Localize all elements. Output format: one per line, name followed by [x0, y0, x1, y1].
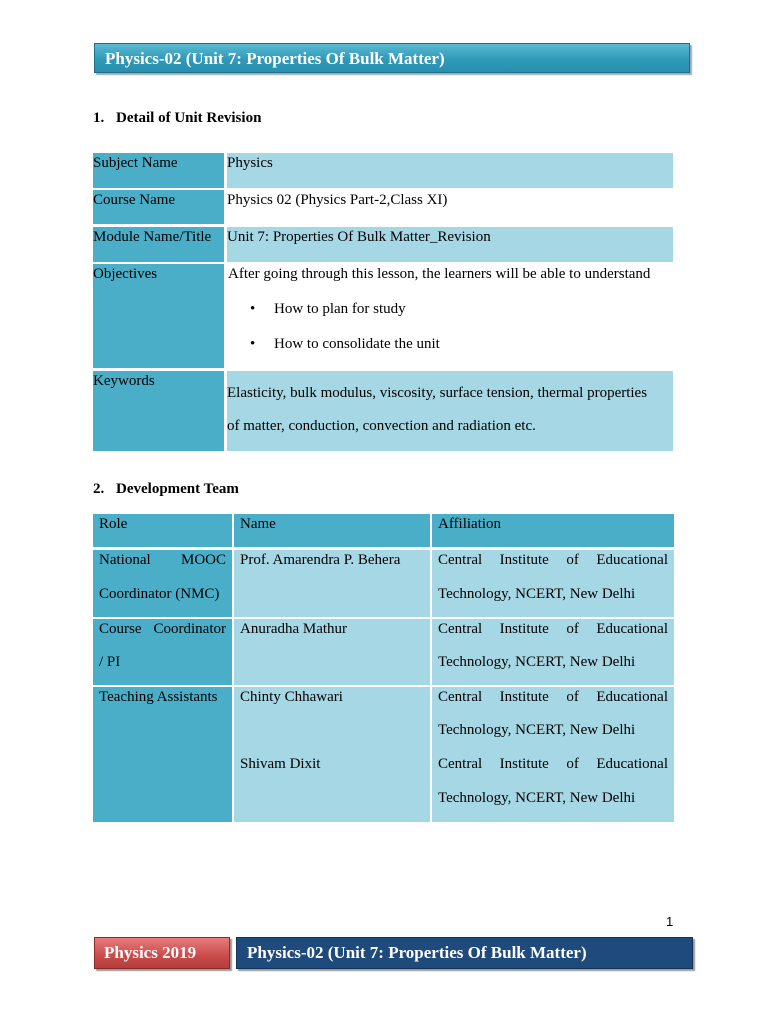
- role-line: Teaching Assistants: [99, 689, 218, 705]
- affiliation-cell: [432, 687, 674, 822]
- footer-title: Physics-02 (Unit 7: Properties Of Bulk Matter): [247, 943, 587, 962]
- affiliation-line: Technology, NCERT, New Delhi: [438, 654, 636, 670]
- footer-title-bar: [236, 937, 693, 969]
- objectives-value: [227, 264, 673, 368]
- subject-name-label: Subject Name: [93, 153, 224, 188]
- role-cell: [93, 619, 232, 685]
- affiliation-line: Central Institute of Educational: [438, 621, 668, 637]
- member-name: Anuradha Mathur: [240, 621, 348, 637]
- affiliation-line: Central Institute of Educational: [438, 552, 668, 568]
- name-cell: [234, 550, 430, 617]
- member-name: Chinty Chhawari: [240, 689, 343, 705]
- keywords-line-1: Elasticity, bulk modulus, viscosity, surface tension, thermal properties: [227, 385, 648, 401]
- objectives-list: [228, 299, 673, 369]
- role-line: Coordinator (NMC): [99, 586, 220, 602]
- keywords-line-2: of matter, conduction, convection and radiation etc.: [227, 418, 536, 434]
- section-1-heading: [93, 110, 261, 127]
- keywords-label: Keywords: [93, 371, 224, 451]
- name-cell: [234, 619, 430, 685]
- keywords-value: [227, 371, 673, 451]
- header-title: Physics-02 (Unit 7: Properties Of Bulk Matter): [105, 49, 445, 68]
- section-2-number: 2.: [93, 481, 105, 497]
- section-2-heading: [93, 481, 239, 498]
- member-name: Prof. Amarendra P. Behera: [240, 552, 401, 568]
- column-header-name: Name: [234, 514, 430, 547]
- role-line: Course Coordinator: [99, 621, 226, 637]
- course-name-label: Course Name: [93, 190, 224, 224]
- objective-item: • How to consolidate the unit: [228, 334, 673, 369]
- course-name-value: Physics 02 (Physics Part-2,Class XI): [227, 190, 673, 224]
- subject-name-value: Physics: [227, 153, 673, 188]
- affiliation-line: Technology, NCERT, New Delhi: [438, 722, 636, 738]
- affiliation-line: Central Institute of Educational: [438, 756, 668, 772]
- objective-item: • How to plan for study: [228, 299, 673, 334]
- role-line: / PI: [99, 654, 121, 670]
- role-cell: [93, 687, 232, 822]
- section-1-number: 1.: [93, 110, 105, 126]
- affiliation-cell: [432, 619, 674, 685]
- section-2-title: Development Team: [116, 481, 239, 497]
- role-line: National MOOC: [99, 552, 226, 568]
- column-header-role: Role: [93, 514, 232, 547]
- page-number: 1: [666, 914, 674, 929]
- header-banner: [94, 43, 690, 73]
- member-name: Shivam Dixit: [240, 756, 321, 772]
- objectives-intro: After going through this lesson, the learners will be able to understand: [228, 266, 651, 282]
- column-header-affiliation: Affiliation: [432, 514, 674, 547]
- affiliation-cell: [432, 550, 674, 617]
- module-name-value: Unit 7: Properties Of Bulk Matter_Revision: [227, 227, 673, 262]
- role-cell: [93, 550, 232, 617]
- affiliation-line: Technology, NCERT, New Delhi: [438, 790, 636, 806]
- name-cell: [234, 687, 430, 822]
- objectives-label: Objectives: [93, 264, 224, 368]
- section-1-title: Detail of Unit Revision: [116, 110, 262, 126]
- affiliation-line: Central Institute of Educational: [438, 689, 668, 705]
- footer-subject-label: Physics 2019: [104, 943, 197, 962]
- affiliation-line: Technology, NCERT, New Delhi: [438, 586, 636, 602]
- module-name-label: Module Name/Title: [93, 227, 224, 262]
- footer-subject-badge: [94, 937, 230, 969]
